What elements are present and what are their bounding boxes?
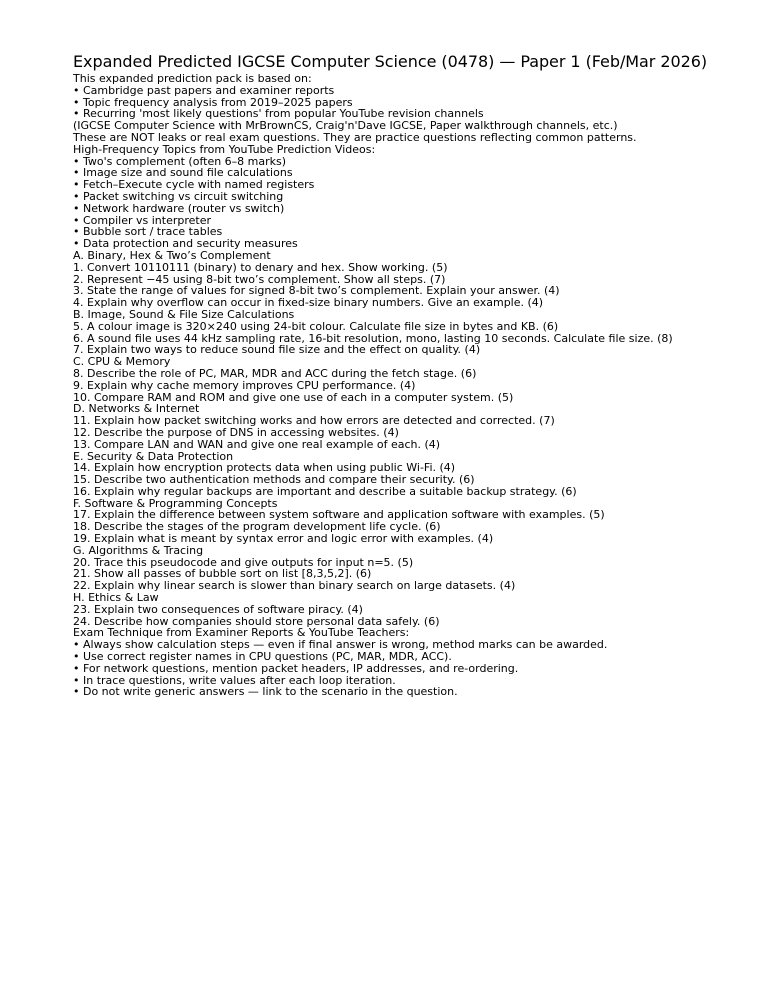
document-line: • Fetch–Execute cycle with named registers (73, 178, 315, 192)
document-line: • Cambridge past papers and examiner reports (73, 83, 335, 97)
document-line: 9. Explain why cache memory improves CPU performance. (4) (73, 378, 416, 392)
document-line: 6. A sound file uses 44 kHz sampling rate, 16-bit resolution, mono, lasting 10 seconds. Calculate file size. (8) (73, 331, 673, 345)
document-line: E. Security & Data Protection (73, 449, 234, 463)
document-line: • Data protection and security measures (73, 237, 298, 251)
document-line: F. Software & Programming Concepts (73, 496, 278, 510)
document-line: 18. Describe the stages of the program development life cycle. (6) (73, 520, 441, 534)
document-line: This expanded prediction pack is based on: (73, 72, 312, 85)
document-line: 3. State the range of values for signed 8-bit two’s complement. Explain your answer. (4) (73, 284, 560, 298)
document-line: 23. Explain two consequences of software piracy. (4) (73, 602, 363, 616)
document-line: (IGCSE Computer Science with MrBrownCS, Craig'n'Dave IGCSE, Paper walkthrough channels, etc.) (73, 119, 618, 133)
document-line: C. CPU & Memory (73, 355, 171, 369)
document-title: Expanded Predicted IGCSE Computer Science (0478) — Paper 1 (Feb/Mar 2026) (73, 52, 708, 71)
document-line: 14. Explain how encryption protects data when using public Wi-Fi. (4) (73, 461, 456, 475)
document-line: These are NOT leaks or real exam questions. They are practice questions reflecting common patterns. (73, 130, 637, 144)
document-line: Exam Technique from Examiner Reports & YouTube Teachers: (73, 626, 410, 640)
document-line: 17. Explain the difference between system software and application software with examples. (5) (73, 508, 605, 522)
document-line: • Compiler vs interpreter (73, 213, 211, 227)
document-line: High-Frequency Topics from YouTube Prediction Videos: (73, 142, 376, 156)
document-line: 12. Describe the purpose of DNS in accessing websites. (4) (73, 425, 399, 439)
document-line: • For network questions, mention packet headers, IP addresses, and re-ordering. (73, 661, 519, 675)
document-line: 10. Compare RAM and ROM and give one use of each in a computer system. (5) (73, 390, 514, 404)
document-line: 8. Describe the role of PC, MAR, MDR and ACC during the fetch stage. (6) (73, 366, 477, 380)
document-line: 7. Explain two ways to reduce sound file size and the effect on quality. (4) (73, 343, 481, 357)
document-line: 13. Compare LAN and WAN and give one real example of each. (4) (73, 437, 441, 451)
document-line: 24. Describe how companies should store personal data safely. (6) (73, 614, 440, 628)
document-line: 16. Explain why regular backups are important and describe a suitable backup strategy. (6) (73, 484, 577, 498)
document-line: • Use correct register names in CPU questions (PC, MAR, MDR, ACC). (73, 650, 452, 664)
document-line: • Do not write generic answers — link to the scenario in the question. (73, 685, 458, 699)
document-line: 19. Explain what is meant by syntax error and logic error with examples. (4) (73, 532, 494, 546)
document-line: • In trace questions, write values after each loop iteration. (73, 673, 396, 687)
document-line: • Packet switching vs circuit switching (73, 189, 284, 203)
document-line: 20. Trace this pseudocode and give outputs for input n=5. (5) (73, 555, 414, 569)
document-line: 5. A colour image is 320×240 using 24-bit colour. Calculate file size in bytes and KB. (6) (73, 319, 559, 333)
document-line: • Two's complement (often 6–8 marks) (73, 154, 287, 168)
document-line: • Image size and sound file calculations (73, 166, 293, 180)
document-line: B. Image, Sound & File Size Calculations (73, 307, 295, 321)
document-line: 22. Explain why linear search is slower than binary search on large datasets. (4) (73, 579, 516, 593)
document-line: A. Binary, Hex & Two’s Complement (73, 248, 271, 262)
document-line: • Recurring 'most likely questions' from popular YouTube revision channels (73, 107, 484, 121)
document-line: 1. Convert 10110111 (binary) to denary and hex. Show working. (5) (73, 260, 448, 274)
document-line: 2. Represent −45 using 8-bit two’s complement. Show all steps. (7) (73, 272, 446, 286)
document-line: 11. Explain how packet switching works and how errors are detected and corrected. (7) (73, 414, 555, 428)
document-line: • Topic frequency analysis from 2019–2025 papers (73, 95, 353, 109)
document-line: G. Algorithms & Tracing (73, 543, 204, 557)
document-line: 15. Describe two authentication methods and compare their security. (6) (73, 473, 475, 487)
document-line: • Bubble sort / trace tables (73, 225, 223, 239)
document-line: • Always show calculation steps — even if final answer is wrong, method marks can be awarded. (73, 638, 608, 652)
document-line: • Network hardware (router vs switch) (73, 201, 285, 215)
document-line: 4. Explain why overflow can occur in fixed-size binary numbers. Give an example. (4) (73, 296, 544, 310)
document-line: 21. Show all passes of bubble sort on list [8,3,5,2]. (6) (73, 567, 372, 581)
document-body (73, 73, 763, 698)
document-line: H. Ethics & Law (73, 591, 159, 605)
document-line: D. Networks & Internet (73, 402, 200, 416)
